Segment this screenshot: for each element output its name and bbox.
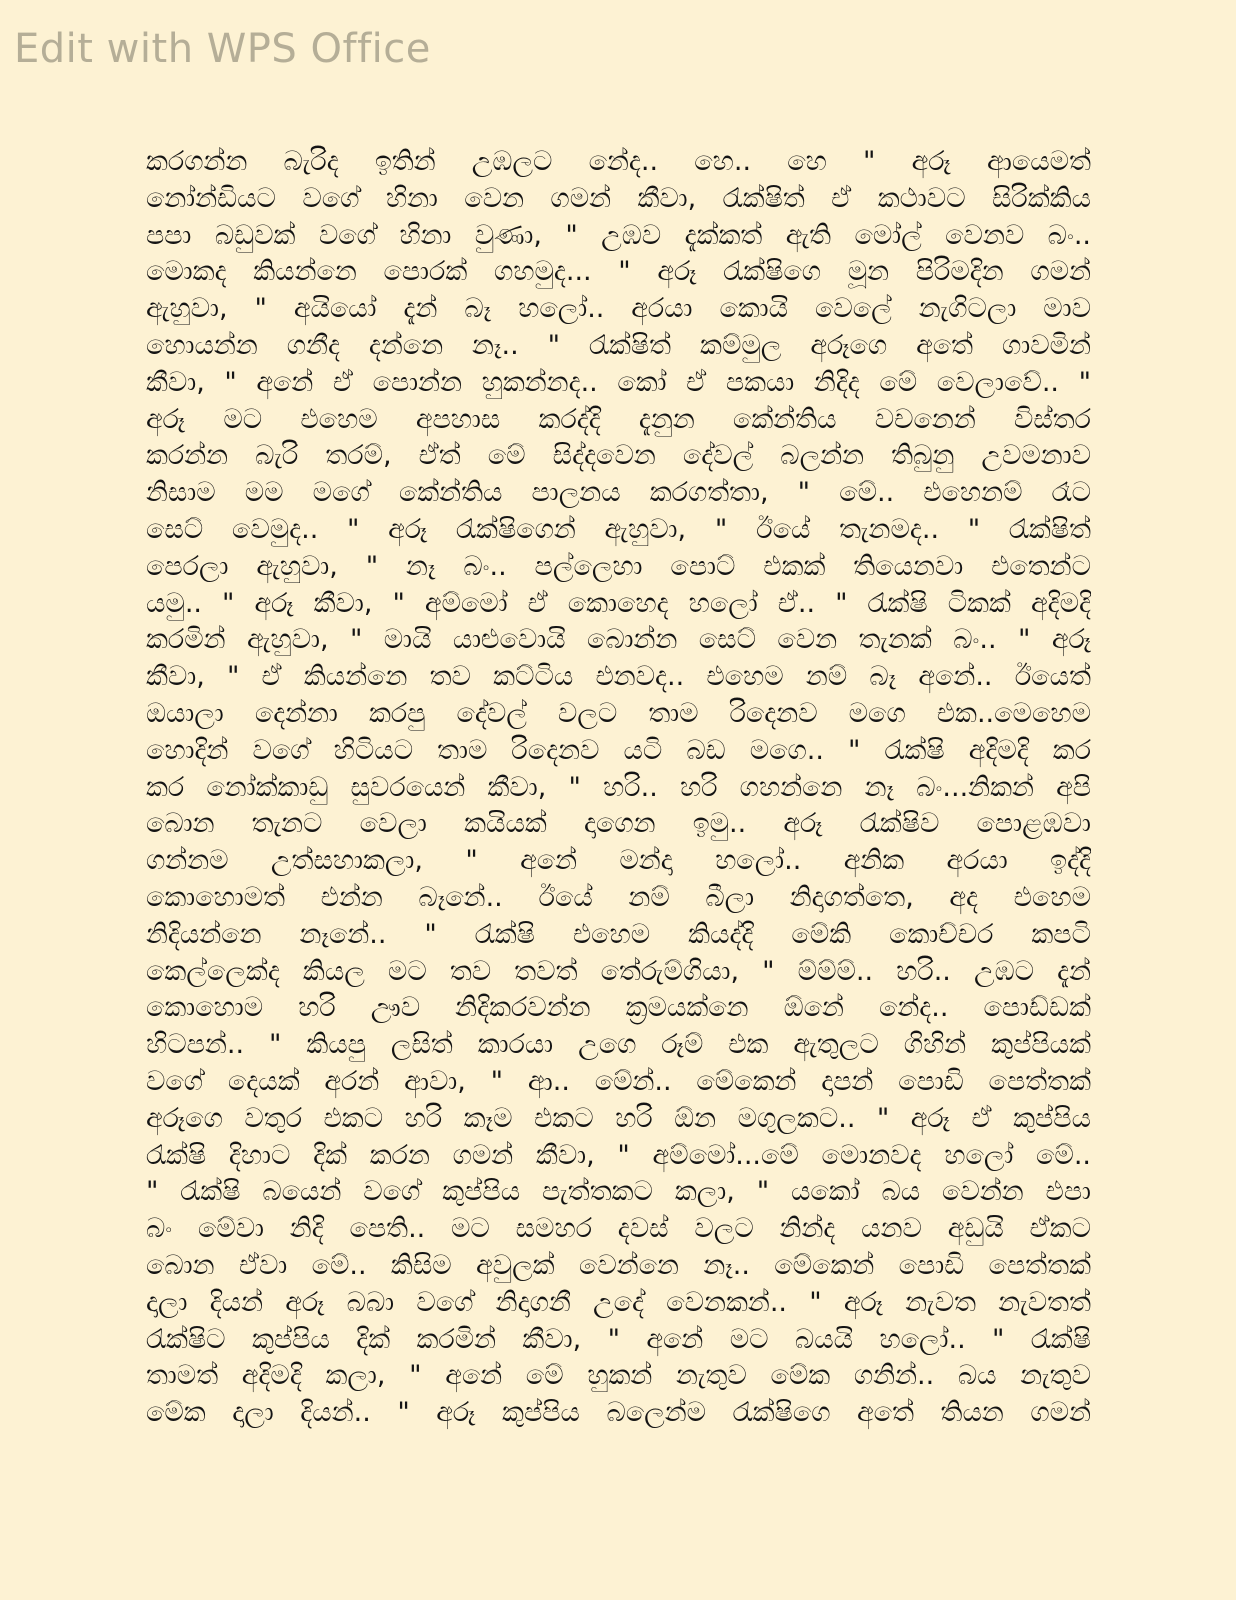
text-line: රැක්ෂි දිහාට දික් කරන ගමන් කීවා, " අම්මෝ...මේ මොනවද හලෝ මේ..	[146, 1139, 1091, 1171]
text-line: කොහොම හරි ඌව නිදිකරවන්න ක්‍රමයක්නෙ ඕනේ නේද.. පොඩ්ඩක්	[146, 992, 1091, 1024]
text-line: පපා බඩුවක් වගේ හිනා වුණා, " උඹව දැක්කත් ඇති මෝල් වෙනව බං..	[146, 219, 1091, 251]
text-line: හොයන්න ගනීද දන්නෙ නෑ.. " රැක්ෂිත් කම්මුල අරූගෙ අතේ ගාවමින්	[146, 329, 1091, 361]
text-line: කෙල්ලෙක්ද කියල මට තව තවත් තේරුම්ගියා, " ම්ම්ම්.. හරි.. උඹට දැන්	[146, 955, 1091, 987]
text-line: නෝන්ඩියට වගේ හිනා වෙන ගමන් කීවා, රැක්ෂිත් ඒ කථාවට සිරික්කිය	[146, 182, 1091, 214]
text-line: දාලා දියන් අරූ බබා වගේ නිදාගනී උදේ වෙනකන්.. " අරූ නැවත නැවතත්	[146, 1286, 1091, 1318]
text-line: කොහොමත් එන්න බෑනේ.. ඊයේ නම් බීලා නිදාගත්තෙ, අද එහෙම	[146, 881, 1091, 913]
text-line: අරූගෙ වතුර එකට හරි කෑම එකට හරි ඕන මගුලකට.. " අරූ ඒ කුප්පිය	[146, 1102, 1091, 1134]
text-line: කරගන්න බැරිද ඉතින් උඹලට නේද.. හෙ.. හෙ " අරූ ආයෙමත්	[146, 146, 1091, 177]
text-line: කරමින් ඇහුවා, " මායි යාළුවොයි බොන්න සෙට් වෙන තැනක් බං.. " අරූ	[146, 624, 1091, 656]
document-body	[146, 144, 1091, 1432]
text-line: " රැක්ෂි බයෙන් වගේ කුප්පිය පැත්තකට කලා, " යකෝ බය වෙන්න එපා	[146, 1176, 1091, 1208]
text-line: ගන්නම උත්සහාකලා, " අනේ මන්දා හලෝ.. අනික අරයා ඉද්දි	[146, 845, 1091, 877]
text-line: මොකද කියන්නෙ පොරක් ගහමුද... " අරූ රැක්ෂිගෙ මූන පිරිමදින ගමන්	[146, 256, 1091, 288]
text-line: කර නෝක්කාඩු සුවරයෙන් කීවා, " හරි.. හරි ගහන්නෙ නෑ බං...නිකන් අපි	[146, 771, 1091, 803]
text-line: කරන්න බැරි තරම්, ඒත් මේ සිද්දවෙන දේවල් බලන්න තිබුනු උවමනාව	[146, 440, 1091, 472]
text-line: ඇහුවා, " අයියෝ දැන් බෑ හලෝ.. අරයා කොයි වෙලේ නැගිටලා මාව	[146, 293, 1091, 325]
text-line: බොන ඒවා මේ.. කිසිම අවුලක් වෙන්නෙ නෑ.. මේකෙන් පොඩි පෙත්තක්	[146, 1249, 1091, 1281]
text-line: යමු.. " අරූ කීවා, " අම්මෝ ඒ කොහෙද හලෝ ඒ.. " රැක්ෂි ටිකක් අදිමදි	[146, 587, 1091, 619]
text-line: අරූ මට එහෙම අපහාස කරද්දි දැනුන කේන්තිය වචනෙන් විස්තර	[146, 403, 1091, 435]
text-line: බං මේවා නිදි පෙති.. මට සමහර දවස් වලට නින්ද යනව අඩුයි ඒකට	[146, 1213, 1091, 1245]
text-line: ඔයාලා දෙන්නා කරපු දේවල් වලට තාම රිදෙනව මගෙ එක..මෙහෙම	[146, 697, 1091, 729]
text-line: කීවා, " ඒ කියන්නෙ තව කට්ටිය එනවද.. එහෙම නම් බෑ අනේ.. ඊයෙත්	[146, 661, 1091, 693]
wps-watermark: Edit with WPS Office	[14, 26, 431, 72]
text-line: වගේ දෙයක් අරන් ආවා, " ආ.. මේන්.. මේකෙන් දාපන් පොඩි පෙත්තක්	[146, 1065, 1091, 1097]
text-line: කීවා, " අනේ ඒ පොන්න හුකන්නද.. කෝ ඒ පකයා නිදිද මේ වෙලාවේ.. "	[146, 366, 1091, 398]
text-line: රැක්ෂිට කුප්පිය දික් කරමින් කීවා, " අනේ මට බයයි හලෝ.. " රැක්ෂි	[146, 1323, 1091, 1355]
text-line: මේක දාලා දියන්.. " අරූ කුප්පිය බලෙන්ම රැක්ෂිගෙ අතේ තියන ගමන්	[146, 1397, 1091, 1429]
text-line: පෙරලා ඇහුවා, " නෑ බං.. පල්ලෙහා පොට් එකක් තියෙනවා එතෙන්ට	[146, 550, 1091, 582]
text-line: තාමත් අදිමදි කලා, " අනේ මේ හුකන් නැතුව මේක ගනින්.. බය නැතුව	[146, 1360, 1091, 1392]
text-line: බොන තැනට වෙලා කයියක් දාගෙන ඉමු.. අරූ රැක්ෂිව පොළඹවා	[146, 808, 1091, 840]
text-line: හිටපන්.. " කියපු ලසිත් කාරයා උගෙ රූම් එක ඇතුලට ගිහින් කුප්පියක්	[146, 1029, 1091, 1061]
text-line: සෙට් වෙමුද.. " අරූ රැක්ෂිගෙන් ඇහුවා, " ඊයේ තැනමද.. " රැක්ෂිත්	[146, 513, 1091, 545]
text-line: හොදින් වගේ හිටියට තාම රිදෙනව යටි බඩ මගෙ.. " රැක්ෂි අදිමදි කර	[146, 734, 1091, 766]
text-line: නිදියන්නෙ නෑනේ.. " රැක්ෂි එහෙම කියද්දි මේකි කොච්චර කපටි	[146, 918, 1091, 950]
text-line: නිසාම මම මගේ කේන්තිය පාලනය කරගත්තා, " මේ.. එහෙනම් රෑට	[146, 477, 1091, 509]
